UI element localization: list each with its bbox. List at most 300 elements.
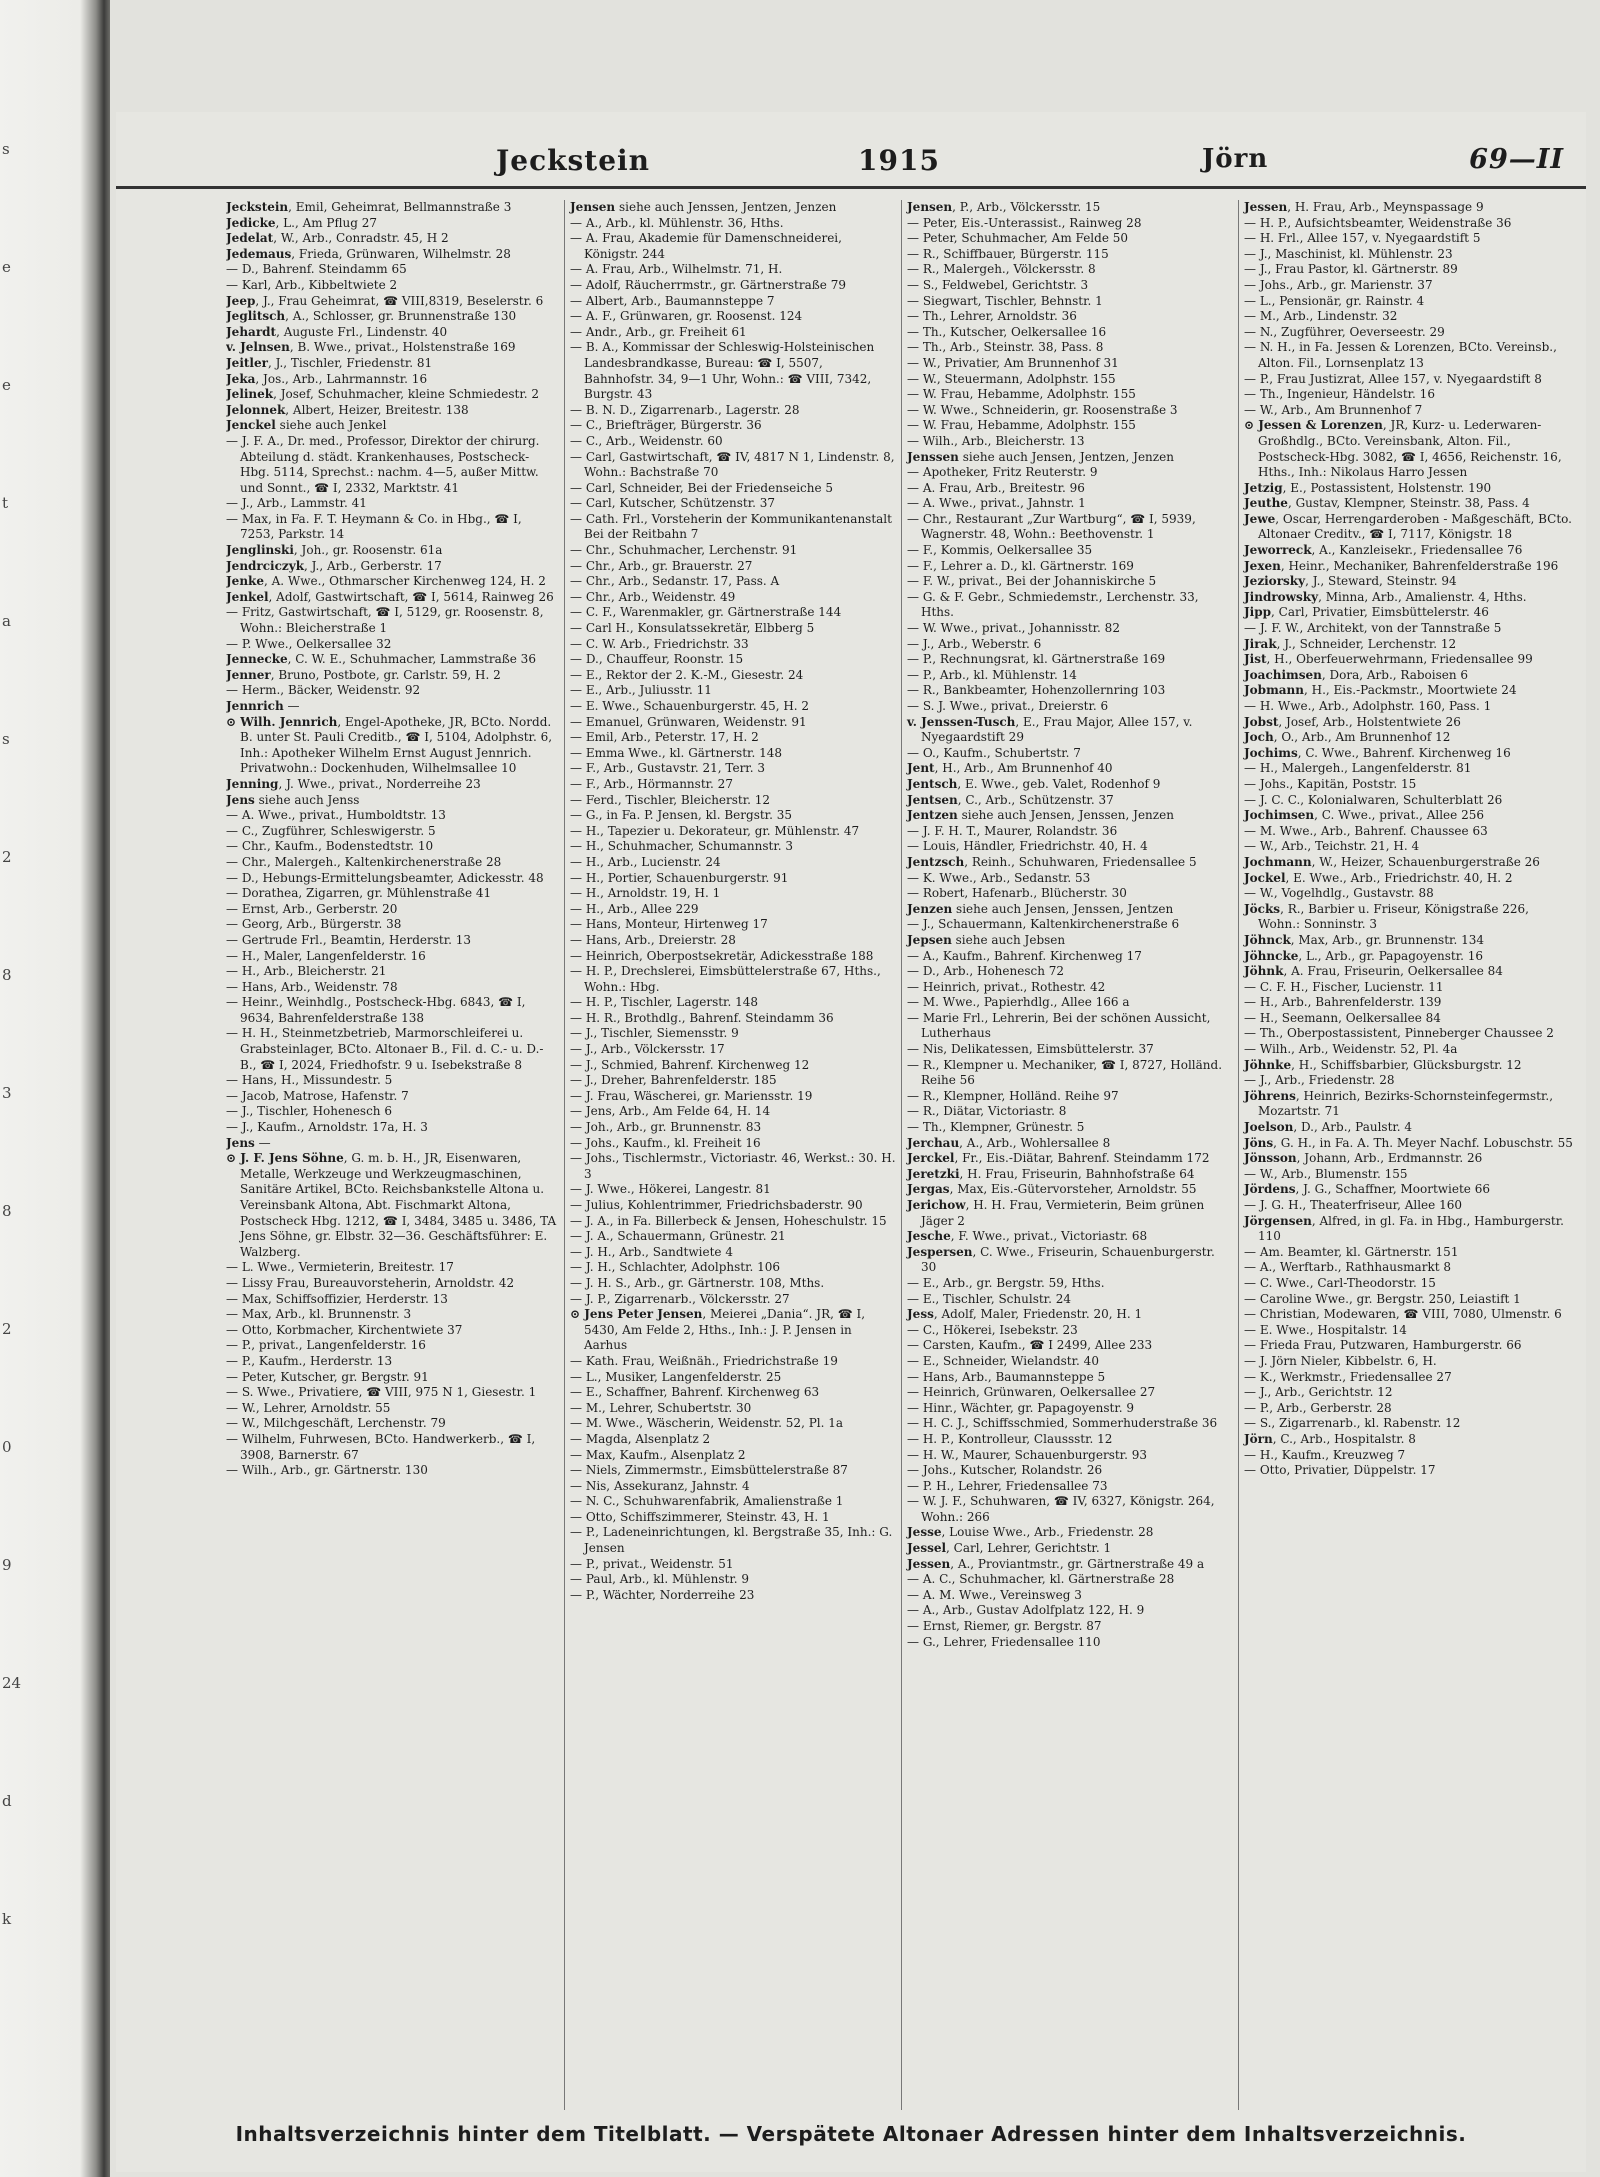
directory-entry: — A. Frau, Akademie für Damenschneiderei, Königstr. 244 [570, 231, 842, 261]
directory-entry: — W. Frau, Hebamme, Adolphstr. 155 [907, 387, 1136, 402]
page-header [116, 144, 1586, 189]
header-last-name: Jörn [1202, 144, 1269, 174]
directory-entry: Jentzsch, Reinh., Schuhwaren, Friedensallee 5 [907, 854, 1197, 869]
directory-entry: — P., privat., Langenfelderstr. 16 [226, 1338, 426, 1353]
directory-entry: — H., Arnoldstr. 19, H. 1 [570, 886, 721, 901]
directory-entry: — Adolf, Räucherrmstr., gr. Gärtnerstraße 79 [570, 277, 846, 292]
directory-entry: — Carl, Gastwirtschaft, ☎ IV, 4817 N 1, Lindenstr. 8, Wohn.: Bachstraße 70 [570, 449, 895, 480]
directory-entry: — Albert, Arb., Baumannsteppe 7 [570, 293, 775, 308]
directory-entry: — Hans, Monteur, Hirtenweg 17 [570, 917, 768, 932]
directory-entry: — H. Wwe., Arb., Adolphstr. 160, Pass. 1 [1244, 699, 1492, 713]
directory-entry: — Max, Arb., kl. Brunnenstr. 3 [226, 1307, 412, 1322]
directory-entry: — J., Kaufm., Arnoldstr. 17a, H. 3 [226, 1120, 428, 1135]
directory-entry: — Kath. Frau, Weißnäh., Friedrichstraße 19 [570, 1353, 838, 1368]
directory-entry: Jens — [226, 1135, 271, 1150]
directory-entry: — C., Briefträger, Bürgerstr. 36 [570, 418, 762, 433]
directory-entry: Jöhnck, Max, Arb., gr. Brunnenstr. 134 [1244, 932, 1484, 947]
directory-entry: — W., Arb., Blumenstr. 155 [1244, 1166, 1408, 1181]
directory-entry: — Otto, Korbmacher, Kirchentwiete 37 [226, 1322, 463, 1337]
directory-entry: Jördens, J. G., Schaffner, Moortwiete 66 [1244, 1182, 1490, 1197]
directory-entry: Jedelat, W., Arb., Conradstr. 45, H 2 [226, 231, 449, 246]
directory-entry: — Siegwart, Tischler, Behnstr. 1 [907, 293, 1103, 308]
directory-entry: Jesche, F. Wwe., privat., Victoriastr. 68 [907, 1229, 1148, 1244]
directory-entry: — J., Tischler, Siemensstr. 9 [570, 1026, 739, 1041]
directory-entry: — J., Dreher, Bahrenfelderstr. 185 [570, 1073, 777, 1088]
directory-entry: — Frieda Frau, Putzwaren, Hamburgerstr. 66 [1244, 1338, 1522, 1353]
directory-entry: — E., Schaffner, Bahrenf. Kirchenweg 63 [570, 1385, 820, 1400]
directory-entry: — Peter, Kutscher, gr. Bergstr. 91 [226, 1369, 429, 1384]
directory-entry: — H. P., Drechslerei, Eimsbüttelerstraße 67, Hths., Wohn.: Hbg. [570, 964, 881, 994]
edge-mark: s [2, 730, 10, 748]
directory-entry: Jirak, J., Schneider, Lerchenstr. 12 [1244, 636, 1457, 651]
edge-mark: 2 [2, 848, 12, 866]
directory-entry: — L. Wwe., Vermieterin, Breitestr. 17 [226, 1260, 454, 1275]
directory-entry: — Georg, Arb., Bürgerstr. 38 [226, 917, 402, 932]
directory-entry: — W. Frau, Hebamme, Adolphstr. 155 [907, 418, 1136, 433]
directory-entry: — M. Wwe., Papierhdlg., Allee 166 a [907, 995, 1130, 1010]
directory-entry: — Max, Schiffsoffizier, Herderstr. 13 [226, 1291, 448, 1306]
edge-mark: 8 [2, 1202, 12, 1220]
directory-entry: Jesse, Louise Wwe., Arb., Friedenstr. 28 [907, 1525, 1154, 1540]
directory-entry: — H., Portier, Schauenburgerstr. 91 [570, 870, 789, 885]
directory-entry: — S. J. Wwe., privat., Dreierstr. 6 [907, 699, 1109, 713]
directory-entry: — H., Tapezier u. Dekorateur, gr. Mühlenstr. 47 [570, 823, 860, 838]
directory-entry: — Wilhelm, Fuhrwesen, BCto. Handwerkerb., ☎ I, 3908, Barnerstr. 67 [226, 1431, 536, 1462]
directory-entry: Jeworreck, A., Kanzleisekr., Friedensallee 76 [1244, 543, 1523, 558]
directory-entry: — J., Schmied, Bahrenf. Kirchenweg 12 [570, 1057, 810, 1072]
directory-entry: — C. W. Arb., Friedrichstr. 33 [570, 636, 749, 651]
directory-entry: — N. C., Schuhwarenfabrik, Amalienstraße 1 [570, 1494, 844, 1509]
directory-entry: Jessen, H. Frau, Arb., Meynspassage 9 [1244, 200, 1484, 214]
directory-entry: v. Jelnsen, B. Wwe., privat., Holstenstraße 169 [226, 340, 516, 355]
directory-entry: — Christian, Modewaren, ☎ VIII, 7080, Ulmenstr. 6 [1244, 1307, 1562, 1322]
directory-entry: Jeitler, J., Tischler, Friedenstr. 81 [226, 355, 433, 370]
directory-entry: — M. Wwe., Arb., Bahrenf. Chaussee 63 [1244, 823, 1488, 838]
directory-entry: — H., Arb., Lucienstr. 24 [570, 854, 721, 869]
directory-entry: — Marie Frl., Lehrerin, Bei der schönen Aussicht, Lutherhaus [907, 1010, 1211, 1041]
directory-entry: — D., Hebungs-Ermittelungsbeamter, Adickesstr. 48 [226, 870, 544, 885]
directory-entry: — Johs., Kutscher, Rolandstr. 26 [907, 1463, 1103, 1478]
directory-entry: Jelonnek, Albert, Heizer, Breitestr. 138 [226, 402, 469, 417]
directory-entry: — E., Arb., gr. Bergstr. 59, Hths. [907, 1275, 1105, 1290]
directory-entry: Jenke, A. Wwe., Othmarscher Kirchenweg 124, H. 2 [226, 574, 546, 589]
directory-entry: — Lissy Frau, Bureauvorsteherin, Arnoldstr. 42 [226, 1275, 515, 1290]
directory-entry: — J., Arb., Friedenstr. 28 [1244, 1073, 1395, 1088]
directory-entry: — H. P., Aufsichtsbeamter, Weidenstraße 36 [1244, 215, 1512, 230]
directory-entry: Jenkel, Adolf, Gastwirtschaft, ☎ I, 5614, Rainweg 26 [226, 589, 554, 604]
edge-mark: d [2, 1792, 12, 1810]
directory-entry: — Max, Kaufm., Alsenplatz 2 [570, 1447, 746, 1462]
header-first-name: Jeckstein [496, 144, 651, 177]
directory-entry: — Emma Wwe., kl. Gärtnerstr. 148 [570, 745, 782, 760]
directory-entry: Jeka, Jos., Arb., Lahrmannstr. 16 [226, 371, 428, 386]
directory-entry: — Apotheker, Fritz Reuterstr. 9 [907, 465, 1098, 480]
directory-entry: — Heinrich, privat., Rothestr. 42 [907, 979, 1106, 994]
edge-mark: 9 [2, 1556, 12, 1574]
directory-entry: — S., Zigarrenarb., kl. Rabenstr. 12 [1244, 1416, 1461, 1431]
directory-entry: — Herm., Bäcker, Weidenstr. 92 [226, 683, 421, 698]
directory-entry: Jobmann, H., Eis.-Packmstr., Moortwiete 24 [1244, 683, 1517, 698]
edge-marks [0, 0, 24, 2177]
directory-entry: Jipp, Carl, Privatier, Eimsbüttelerstr. 46 [1244, 605, 1489, 620]
directory-entry: — E. Wwe., Schauenburgerstr. 45, H. 2 [570, 699, 810, 713]
directory-entry: — Hinr., Wächter, gr. Papagoyenstr. 9 [907, 1400, 1135, 1415]
directory-entry: — Johs., Kapitän, Poststr. 15 [1244, 776, 1417, 791]
directory-entry: — Peter, Eis.-Unterassist., Rainweg 28 [907, 215, 1142, 230]
directory-entry: — Wilh., Arb., Weidenstr. 52, Pl. 4a [1244, 1042, 1458, 1057]
directory-entry: — H. C. J., Schiffsschmied, Sommerhuderstraße 36 [907, 1416, 1218, 1431]
directory-entry: — H., Seemann, Oelkersallee 84 [1244, 1010, 1441, 1025]
directory-entry: — C. Wwe., Carl-Theodorstr. 15 [1244, 1275, 1436, 1290]
directory-entry: — Wilh., Arb., gr. Gärtnerstr. 130 [226, 1463, 428, 1478]
directory-entry: — A. Wwe., privat., Jahnstr. 1 [907, 496, 1086, 511]
directory-entry: — A. M. Wwe., Vereinsweg 3 [907, 1587, 1082, 1602]
directory-entry: — P., Ladeneinrichtungen, kl. Bergstraße 35, Inh.: G. Jensen [570, 1525, 893, 1556]
directory-entry: — E., Arb., Juliusstr. 11 [570, 683, 712, 698]
directory-entry: — Johs., Kaufm., kl. Freiheit 16 [570, 1135, 761, 1150]
directory-entry: — C., Arb., Weidenstr. 60 [570, 433, 723, 448]
directory-entry: Jentsen, C., Arb., Schützenstr. 37 [907, 792, 1114, 807]
directory-entry: — P., Frau Justizrat, Allee 157, v. Nyegaardstift 8 [1244, 371, 1542, 386]
directory-entry: — Joh., Arb., gr. Brunnenstr. 83 [570, 1120, 762, 1135]
directory-entry: — H. R., Brothdlg., Bahrenf. Steindamm 36 [570, 1010, 834, 1025]
directory-entry: — W., Privatier, Am Brunnenhof 31 [907, 355, 1119, 370]
directory-entry: — D., Bahrenf. Steindamm 65 [226, 262, 407, 277]
directory-entry: — Chr., Arb., Sedanstr. 17, Pass. A [570, 574, 780, 589]
directory-entry: — G., Lehrer, Friedensallee 110 [907, 1634, 1101, 1649]
directory-entry: — Carl H., Konsulatssekretär, Elbberg 5 [570, 621, 815, 636]
directory-entry: Jerckel, Fr., Eis.-Diätar, Bahrenf. Steindamm 172 [907, 1151, 1210, 1166]
directory-entry: — A. F., Grünwaren, gr. Roosenst. 124 [570, 309, 803, 324]
directory-entry: — H., Kaufm., Kreuzweg 7 [1244, 1447, 1406, 1462]
directory-entry: — Julius, Kohlentrimmer, Friedrichsbaderstr. 90 [570, 1198, 863, 1212]
directory-entry: — D., Arb., Hohenesch 72 [907, 964, 1065, 979]
directory-entry: — P. Wwe., Oelkersallee 32 [226, 636, 392, 651]
directory-entry: — N. H., in Fa. Jessen & Lorenzen, BCto. Vereinsb., Alton. Fil., Lornsenplatz 13 [1244, 340, 1557, 370]
directory-entry: — Jacob, Matrose, Hafenstr. 7 [226, 1088, 409, 1103]
directory-entry: — Johs., Arb., gr. Marienstr. 37 [1244, 277, 1433, 292]
directory-entry: — W. Wwe., Schneiderin, gr. Roosenstraße 3 [907, 402, 1178, 417]
directory-entry: Jist, H., Oberfeuerwehrmann, Friedensallee 99 [1244, 652, 1533, 667]
directory-entry: — Am. Beamter, kl. Gärtnerstr. 151 [1244, 1244, 1459, 1259]
directory-entry: — J. A., in Fa. Billerbeck & Jensen, Hoheschulstr. 15 [570, 1213, 887, 1228]
directory-entry: — C. F., Warenmakler, gr. Gärtnerstraße 144 [570, 605, 842, 620]
directory-entry: Jöhnke, H., Schiffsbarbier, Glücksburgstr. 12 [1244, 1057, 1522, 1072]
directory-entry: — J. Frau, Wäscherei, gr. Mariensstr. 19 [570, 1088, 813, 1103]
directory-entry: — J., Arb., Gerichtstr. 12 [1244, 1385, 1393, 1400]
directory-entry: Jensen, P., Arb., Völckersstr. 15 [907, 200, 1101, 214]
directory-entry: — H. W., Maurer, Schauenburgerstr. 93 [907, 1447, 1147, 1462]
directory-entry: — O., Kaufm., Schubertstr. 7 [907, 745, 1081, 760]
edge-mark: a [2, 612, 11, 630]
directory-entry: Jenglinski, Joh., gr. Roosenstr. 61a [226, 543, 443, 558]
directory-entry: — H., Malergeh., Langenfelderstr. 81 [1244, 761, 1472, 776]
directory-entry: — P., Rechnungsrat, kl. Gärtnerstraße 169 [907, 652, 1166, 667]
directory-entry: — F., Kommis, Oelkersallee 35 [907, 543, 1093, 558]
directory-entry: — A., Arb., kl. Mühlenstr. 36, Hths. [570, 215, 784, 230]
directory-entry: Jenning, J. Wwe., privat., Norderreihe 23 [226, 776, 481, 791]
directory-entry: Jochmann, W., Heizer, Schauenburgerstraße 26 [1244, 854, 1540, 869]
directory-entry: — Th., Lehrer, Arnoldstr. 36 [907, 309, 1077, 324]
directory-entry: — A., Kaufm., Bahrenf. Kirchenweg 17 [907, 948, 1142, 963]
directory-entry: — H. H., Steinmetzbetrieb, Marmorschleiferei u. Grabsteinlager, BCto. Altonaer B., Fil. d. C.- u. D.-B., ☎ I, 2024, Friedhofstr. 9 u. Isebekstraße 8 [226, 1026, 544, 1072]
directory-entry: — Heinrich, Grünwaren, Oelkersallee 27 [907, 1385, 1156, 1400]
directory-column-4 [1238, 200, 1574, 2110]
directory-entry: — E. Wwe., Hospitalstr. 14 [1244, 1322, 1407, 1337]
directory-entry: — S. Wwe., Privatiere, ☎ VIII, 975 N 1, Giesestr. 1 [226, 1385, 537, 1400]
directory-entry: Joelson, D., Arb., Paulstr. 4 [1244, 1120, 1413, 1135]
directory-entry: — E., Schneider, Wielandstr. 40 [907, 1353, 1099, 1368]
directory-entry: — Th., Oberpostassistent, Pinneberger Chaussee 2 [1244, 1026, 1554, 1041]
directory-entry: Jörgensen, Alfred, in gl. Fa. in Hbg., Hamburgerstr. 110 [1244, 1213, 1564, 1244]
directory-entry: — C., Hökerei, Isebekstr. 23 [907, 1322, 1078, 1337]
directory-entry: — A. C., Schuhmacher, kl. Gärtnerstraße 28 [907, 1572, 1175, 1587]
directory-entry: Jepsen siehe auch Jebsen [907, 932, 1066, 947]
directory-entry: Jeretzki, H. Frau, Friseurin, Bahnhofstraße 64 [907, 1166, 1195, 1181]
directory-entry: — Otto, Privatier, Düppelstr. 17 [1244, 1463, 1436, 1478]
directory-entry: — H., Arb., Bahrenfelderstr. 139 [1244, 995, 1442, 1010]
directory-entry: — A. Frau, Arb., Breitestr. 96 [907, 480, 1085, 495]
directory-entry: — Johs., Tischlermstr., Victoriastr. 46, Werkst.: 30. H. 3 [570, 1151, 896, 1181]
directory-entry: — Caroline Wwe., gr. Bergstr. 250, Leiastift 1 [1244, 1291, 1521, 1306]
directory-entry: — R., Diätar, Victoriastr. 8 [907, 1104, 1067, 1119]
directory-entry: — Karl, Arb., Kibbeltwiete 2 [226, 277, 398, 292]
directory-entry: — H., Arb., Allee 229 [570, 901, 699, 916]
directory-entry: — Heinrich, Oberpostsekretär, Adickesstraße 188 [570, 948, 874, 963]
directory-entry: — H., Arb., Bleicherstr. 21 [226, 964, 387, 979]
directory-entry: — J. H. S., Arb., gr. Gärtnerstr. 108, Mths. [570, 1275, 825, 1290]
directory-entry: — Hans, Arb., Dreierstr. 28 [570, 932, 736, 947]
edge-mark: 24 [2, 1674, 22, 1692]
directory-entry: Jenckel siehe auch Jenkel [226, 418, 387, 433]
directory-entry: ⊙ Jessen & Lorenzen, JR, Kurz- u. Lederwaren-Großhdlg., BCto. Vereinsbank, Alton. Fil., Postscheck-Hbg. 3082, ☎ I, 4656, Reichenstr. 16, Hths., Inh.: Nikolaus Harro Jessen [1244, 418, 1562, 480]
directory-entry: — J., Schauermann, Kaltenkirchenerstraße 6 [907, 917, 1180, 932]
directory-columns [226, 200, 1576, 2110]
directory-entry: Jeckstein, Emil, Geheimrat, Bellmannstraße 3 [226, 200, 512, 214]
directory-entry: — R., Klempner u. Mechaniker, ☎ I, 8727, Holländ. Reihe 56 [907, 1057, 1223, 1088]
directory-entry: — Heinr., Weinhdlg., Postscheck-Hbg. 6843, ☎ I, 9634, Bahrenfelderstraße 138 [226, 995, 526, 1025]
directory-entry: Jennrich — [226, 699, 300, 713]
directory-entry: — P., Arb., Gerberstr. 28 [1244, 1400, 1392, 1415]
edge-mark: 2 [2, 1320, 12, 1338]
directory-entry: Joachimsen, Dora, Arb., Raboisen 6 [1244, 667, 1469, 682]
directory-entry: — A. Wwe., privat., Humboldtstr. 13 [226, 808, 446, 823]
directory-entry: — D., Chauffeur, Roonstr. 15 [570, 652, 744, 667]
directory-entry: — F., Arb., Gustavstr. 21, Terr. 3 [570, 761, 765, 776]
header-year: 1915 [858, 144, 940, 177]
directory-entry: Jessen, A., Proviantmstr., gr. Gärtnerstraße 49 a [907, 1556, 1205, 1571]
directory-entry: — C. F. H., Fischer, Lucienstr. 11 [1244, 979, 1444, 994]
edge-mark: 3 [2, 1084, 12, 1102]
directory-entry: Jörn, C., Arb., Hospitalstr. 8 [1244, 1431, 1416, 1446]
directory-entry: — E., Rektor der 2. K.-M., Giesestr. 24 [570, 667, 804, 682]
directory-entry: — Nis, Assekuranz, Jahnstr. 4 [570, 1478, 750, 1493]
directory-entry: — Andr., Arb., gr. Freiheit 61 [570, 324, 747, 339]
directory-column-1 [226, 200, 557, 2110]
directory-entry: — F., Lehrer a. D., kl. Gärtnerstr. 169 [907, 558, 1134, 573]
directory-entry: Jöns, G. H., in Fa. A. Th. Meyer Nachf. Lobuschstr. 55 [1244, 1135, 1573, 1150]
directory-entry: — M., Arb., Lindenstr. 32 [1244, 309, 1398, 324]
edge-mark: k [2, 1910, 12, 1928]
directory-entry: — J., Arb., Weberstr. 6 [907, 636, 1042, 651]
directory-entry: — L., Musiker, Langenfelderstr. 25 [570, 1369, 782, 1384]
directory-entry: — J. P., Zigarrenarb., Völckersstr. 27 [570, 1291, 790, 1306]
directory-entry: Jedemaus, Frieda, Grünwaren, Wilhelmstr. 28 [226, 246, 511, 261]
directory-entry: Jerichow, H. H. Frau, Vermieterin, Beim grünen Jäger 2 [907, 1198, 1205, 1228]
directory-entry: Jerchau, A., Arb., Wohlersallee 8 [907, 1135, 1111, 1150]
directory-entry: — C., Zugführer, Schleswigerstr. 5 [226, 823, 436, 838]
directory-entry: v. Jenssen-Tusch, E., Frau Major, Allee 157, v. Nyegaardstift 29 [907, 714, 1193, 745]
directory-entry: Jobst, Josef, Arb., Holstentwiete 26 [1244, 714, 1461, 729]
directory-entry: Jessel, Carl, Lehrer, Gerichtstr. 1 [907, 1541, 1112, 1556]
directory-entry: — Magda, Alsenplatz 2 [570, 1431, 711, 1446]
directory-entry: Jenner, Bruno, Postbote, gr. Carlstr. 59, H. 2 [226, 667, 501, 682]
directory-entry: — M. Wwe., Wäscherin, Weidenstr. 52, Pl. 1a [570, 1416, 844, 1431]
directory-entry: — Louis, Händler, Friedrichstr. 40, H. 4 [907, 839, 1148, 854]
directory-entry: — Chr., Schuhmacher, Lerchenstr. 91 [570, 543, 798, 558]
directory-entry: — Emil, Arb., Peterstr. 17, H. 2 [570, 730, 759, 745]
directory-entry: — Wilh., Arb., Bleicherstr. 13 [907, 433, 1085, 448]
directory-entry: Jexen, Heinr., Mechaniker, Bahrenfelderstraße 196 [1244, 558, 1559, 573]
directory-entry: — G. & F. Gebr., Schmiedemstr., Lerchenstr. 33, Hths. [907, 589, 1199, 620]
directory-entry: — Niels, Zimmermstr., Eimsbüttelerstraße 87 [570, 1463, 848, 1478]
page-footer: Inhaltsverzeichnis hinter dem Titelblatt. — Verspätete Altonaer Adressen hinter dem Inhaltsverzeichnis. [235, 2122, 1467, 2146]
directory-entry: — Th., Ingenieur, Händelstr. 16 [1244, 387, 1435, 402]
directory-entry: Jespersen, C. Wwe., Friseurin, Schauenburgerstr. 30 [907, 1244, 1215, 1275]
edge-mark: e [2, 376, 11, 394]
directory-entry: — Nis, Delikatessen, Eimsbüttelerstr. 37 [907, 1042, 1154, 1057]
directory-entry: — A., Arb., Gustav Adolfplatz 122, H. 9 [907, 1603, 1145, 1618]
directory-entry: — Ernst, Arb., Gerberstr. 20 [226, 901, 398, 916]
directory-entry: — M., Lehrer, Schubertstr. 30 [570, 1400, 752, 1415]
directory-entry: — J. F. H. T., Maurer, Rolandstr. 36 [907, 823, 1118, 838]
directory-entry: — H. P., Kontrolleur, Claussstr. 12 [907, 1431, 1113, 1446]
directory-entry: Jöhrens, Heinrich, Bezirks-Schornsteinfegermstr., Mozartstr. 71 [1244, 1088, 1554, 1119]
directory-entry: — Chr., Restaurant „Zur Wartburg“, ☎ I, 5939, Wagnerstr. 48, Wohn.: Beethovenstr. 1 [907, 511, 1196, 542]
directory-entry: — J. A., Schauermann, Grünestr. 21 [570, 1229, 786, 1244]
directory-entry: — A., Werftarb., Rathhausmarkt 8 [1244, 1260, 1451, 1275]
directory-entry: — J. C. C., Kolonialwaren, Schulterblatt 26 [1244, 792, 1503, 807]
directory-entry: — Chr., Arb., gr. Brauerstr. 27 [570, 558, 753, 573]
directory-entry: Jeep, J., Frau Geheimrat, ☎ VIII,8319, Beselerstr. 6 [226, 293, 544, 308]
directory-entry: — H., Schuhmacher, Schumannstr. 3 [570, 839, 794, 854]
directory-entry: Jendrciczyk, J., Arb., Gerberstr. 17 [226, 558, 442, 573]
directory-entry: Jelinek, Josef, Schuhmacher, kleine Schmiedestr. 2 [226, 387, 540, 402]
directory-entry: — Ferd., Tischler, Bleicherstr. 12 [570, 792, 771, 807]
directory-entry: Jochims, C. Wwe., Bahrenf. Kirchenweg 16 [1244, 745, 1511, 760]
directory-entry: — Hans, Arb., Baumannsteppe 5 [907, 1369, 1106, 1384]
directory-entry: — Hans, H., Missundestr. 5 [226, 1073, 393, 1088]
directory-entry: — N., Zugführer, Oeverseestr. 29 [1244, 324, 1445, 339]
directory-entry: Jöcks, R., Barbier u. Friseur, Königstraße 226, Wohn.: Sonninstr. 3 [1244, 901, 1529, 932]
directory-entry: — P., privat., Weidenstr. 51 [570, 1556, 734, 1571]
directory-entry: — Cath. Frl., Vorsteherin der Kommunikantenanstalt Bei der Reitbahn 7 [570, 511, 892, 542]
directory-entry: Jehardt, Auguste Frl., Lindenstr. 40 [226, 324, 448, 339]
directory-entry: — Chr., Arb., Weidenstr. 49 [570, 589, 736, 604]
directory-entry: — Robert, Hafenarb., Blücherstr. 30 [907, 886, 1127, 901]
directory-entry: — G., in Fa. P. Jensen, kl. Bergstr. 35 [570, 808, 792, 823]
directory-entry: — B. A., Kommissar der Schleswig-Holsteinischen Landesbrandkasse, Bureau: ☎ I, 5507, Bahnhofstr. 34, 9—1 Uhr, Wohn.: ☎ VIII, 7342, Burgstr. 43 [570, 340, 875, 402]
directory-entry: — F. W., privat., Bei der Johanniskirche 5 [907, 574, 1157, 589]
directory-entry: — L., Pensionär, gr. Rainstr. 4 [1244, 293, 1425, 308]
directory-entry: — R., Malergeh., Völckersstr. 8 [907, 262, 1096, 277]
directory-entry: — R., Schiffbauer, Bürgerstr. 115 [907, 246, 1109, 261]
directory-entry: — Gertrude Frl., Beamtin, Herderstr. 13 [226, 932, 472, 947]
directory-entry: — R., Klempner, Holländ. Reihe 97 [907, 1088, 1119, 1103]
directory-entry: — P., Kaufm., Herderstr. 13 [226, 1353, 393, 1368]
directory-entry: — Th., Klempner, Grünestr. 5 [907, 1120, 1085, 1135]
directory-entry: — P. H., Lehrer, Friedensallee 73 [907, 1478, 1108, 1493]
directory-entry: — J., Maschinist, kl. Mühlenstr. 23 [1244, 246, 1453, 261]
directory-entry: Jentsch, E. Wwe., geb. Valet, Rodenhof 9 [907, 776, 1161, 791]
directory-entry: — J. Wwe., Hökerei, Langestr. 81 [570, 1182, 771, 1197]
directory-entry: — W. J. F., Schuhwaren, ☎ IV, 6327, Königstr. 264, Wohn.: 266 [907, 1494, 1215, 1524]
directory-entry: — Otto, Schiffszimmerer, Steinstr. 43, H. 1 [570, 1509, 830, 1524]
directory-entry: Jewe, Oscar, Herrengarderoben - Maßgeschäft, BCto. Altonaer Creditv., ☎ I, 7117, Königstr. 18 [1244, 511, 1572, 542]
directory-entry: Jetzig, E., Postassistent, Holstenstr. 190 [1244, 480, 1492, 495]
directory-entry: Jöhnk, A. Frau, Friseurin, Oelkersallee 84 [1244, 964, 1503, 979]
directory-entry: — B. N. D., Zigarrenarb., Lagerstr. 28 [570, 402, 800, 417]
directory-entry: — J., Arb., Völckersstr. 17 [570, 1042, 725, 1057]
directory-entry: — J. H., Arb., Sandtwiete 4 [570, 1244, 733, 1259]
directory-page [116, 112, 1586, 2172]
directory-entry: — H., Maler, Langenfelderstr. 16 [226, 948, 426, 963]
edge-mark: e [2, 258, 11, 276]
directory-entry: — Chr., Malergeh., Kaltenkirchenerstraße 28 [226, 854, 502, 869]
directory-entry: — K., Werkmstr., Friedensallee 27 [1244, 1369, 1452, 1384]
directory-entry: — Peter, Schuhmacher, Am Felde 50 [907, 231, 1129, 246]
directory-entry: Jeziorsky, J., Steward, Steinstr. 94 [1244, 574, 1457, 589]
directory-entry: — W., Steuermann, Adolphstr. 155 [907, 371, 1116, 386]
directory-entry: — Carsten, Kaufm., ☎ I 2499, Allee 233 [907, 1338, 1153, 1353]
directory-entry: Jent, H., Arb., Am Brunnenhof 40 [907, 761, 1113, 776]
directory-entry: — Jens, Arb., Am Felde 64, H. 14 [570, 1104, 771, 1119]
directory-entry: — W., Lehrer, Arnoldstr. 55 [226, 1400, 391, 1415]
directory-entry: — S., Feldwebel, Gerichtstr. 3 [907, 277, 1089, 292]
directory-entry: Jönsson, Johann, Arb., Erdmannstr. 26 [1244, 1151, 1483, 1166]
directory-entry: — W., Milchgeschäft, Lerchenstr. 79 [226, 1416, 446, 1431]
edge-mark: t [2, 494, 9, 512]
directory-entry: — Carl, Schneider, Bei der Friedenseiche 5 [570, 480, 834, 495]
directory-entry: — Emanuel, Grünwaren, Weidenstr. 91 [570, 714, 807, 729]
directory-entry: Jedicke, L., Am Pflug 27 [226, 215, 378, 230]
directory-entry: Jenzen siehe auch Jensen, Jenssen, Jentzen [907, 901, 1174, 916]
directory-entry: — Max, in Fa. F. T. Heymann & Co. in Hbg., ☎ I, 7253, Parkstr. 14 [226, 511, 522, 542]
directory-entry: ⊙ J. F. Jens Söhne, G. m. b. H., JR, Eisenwaren, Metalle, Werkzeuge und Werkzeugmaschinen, Sanitäre Artikel, BCto. Reichsbankstelle Altona u. Vereinsbank Altona, Abt. Fischmarkt Altona, Postscheck Hbg. 1212, ☎ I, 3484, 3485 u. 3486, TA Jens Söhne, gr. Elbstr. 32—36. Geschäftsführer: E. Walzberg. [226, 1151, 557, 1259]
directory-entry: — A. Frau, Arb., Wilhelmstr. 71, H. [570, 262, 783, 277]
edge-mark: s [2, 140, 10, 158]
header-page-number: 69—II [1469, 144, 1564, 175]
directory-entry: — J., Arb., Lammstr. 41 [226, 496, 367, 511]
directory-entry: Jenssen siehe auch Jensen, Jentzen, Jenzen [907, 449, 1174, 464]
directory-entry: — H. Frl., Allee 157, v. Nyegaardstift 5 [1244, 231, 1481, 246]
directory-entry: — J. Jörn Nieler, Kibbelstr. 6, H. [1244, 1353, 1437, 1368]
directory-entry: — K. Wwe., Arb., Sedanstr. 53 [907, 870, 1091, 885]
directory-entry: — J. G. H., Theaterfriseur, Allee 160 [1244, 1198, 1462, 1212]
directory-entry: Jochimsen, C. Wwe., privat., Allee 256 [1244, 808, 1484, 823]
directory-entry: — J., Tischler, Hohenesch 6 [226, 1104, 392, 1119]
directory-entry: Joch, O., Arb., Am Brunnenhof 12 [1244, 730, 1451, 745]
directory-entry: Jergas, Max, Eis.-Gütervorsteher, Arnoldstr. 55 [907, 1182, 1197, 1197]
directory-entry: — J. H., Schlachter, Adolphstr. 106 [570, 1260, 781, 1275]
directory-entry: — Carl, Kutscher, Schützenstr. 37 [570, 496, 776, 511]
directory-column-3 [901, 200, 1233, 2110]
directory-entry: — R., Bankbeamter, Hohenzollernring 103 [907, 683, 1166, 698]
directory-entry: — Hans, Arb., Weidenstr. 78 [226, 979, 398, 994]
directory-entry: ⊙ Wilh. Jennrich, Engel-Apotheke, JR, BCto. Nordd. B. unter St. Pauli Creditb., ☎ I, 5104, Adolphstr. 6, Inh.: Apotheker Wilhelm Ernst August Jennrich. Privatwohn.: Dockenhuden, Wilhelmsallee 10 [226, 714, 553, 776]
directory-column-2 [564, 200, 896, 2110]
directory-entry: Jöhncke, L., Arb., gr. Papagoyenstr. 16 [1244, 948, 1484, 963]
